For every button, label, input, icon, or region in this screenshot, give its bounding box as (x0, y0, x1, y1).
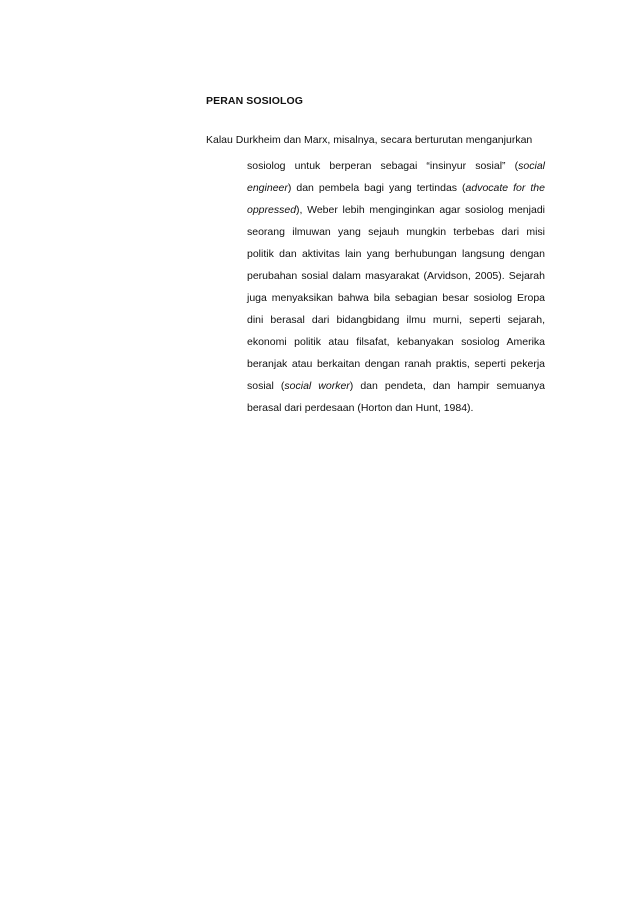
paragraph-line-1: Kalau Durkheim dan Marx, misalnya, secara berturutan menganjurkan (206, 134, 533, 146)
paragraph-line-9: dini berasal dari bidangbidang ilmu murni, seperti sejarah, (247, 314, 545, 326)
paragraph-line-2 (247, 159, 545, 173)
paragraph-line-6: politik dan aktivitas lain yang berhubungan langsung dengan (247, 248, 545, 260)
paragraph-line-7: perubahan sosial dalam masyarakat (Arvidson, 2005). Sejarah (247, 270, 545, 282)
italic-term: oppressed (247, 204, 297, 216)
paragraph-line-10: ekonomi politik atau filsafat, kebanyakan sosiolog Amerika (247, 336, 545, 348)
italic-term: engineer (247, 182, 288, 194)
text-segment: ), Weber lebih menginginkan agar sosiolog menjadi (296, 204, 545, 216)
paragraph-line-3 (247, 181, 545, 195)
text-segment: sosiolog untuk berperan sebagai “insinyur sosial” ( (247, 160, 519, 172)
paragraph-line-4 (247, 203, 545, 217)
italic-term: social (518, 160, 545, 172)
italic-term: advocate for the (465, 182, 545, 194)
section-heading: PERAN SOSIOLOG (206, 95, 304, 107)
paragraph-line-12 (247, 379, 545, 393)
paragraph-line-8: juga menyaksikan bahwa bila sebagian besar sosiolog Eropa (247, 292, 545, 304)
italic-term: social worker (284, 380, 350, 392)
paragraph-line-5: seorang ilmuwan yang sejauh mungkin terbebas dari misi (247, 226, 545, 238)
paragraph-line-13: berasal dari perdesaan (Horton dan Hunt, 1984). (247, 402, 474, 414)
text-segment: ) dan pembela bagi yang tertindas ( (287, 182, 466, 194)
text-segment: sosial ( (247, 380, 285, 392)
paragraph-line-11: beranjak atau berkaitan dengan ranah praktis, seperti pekerja (247, 358, 545, 370)
text-segment: ) dan pendeta, dan hampir semuanya (349, 380, 545, 392)
